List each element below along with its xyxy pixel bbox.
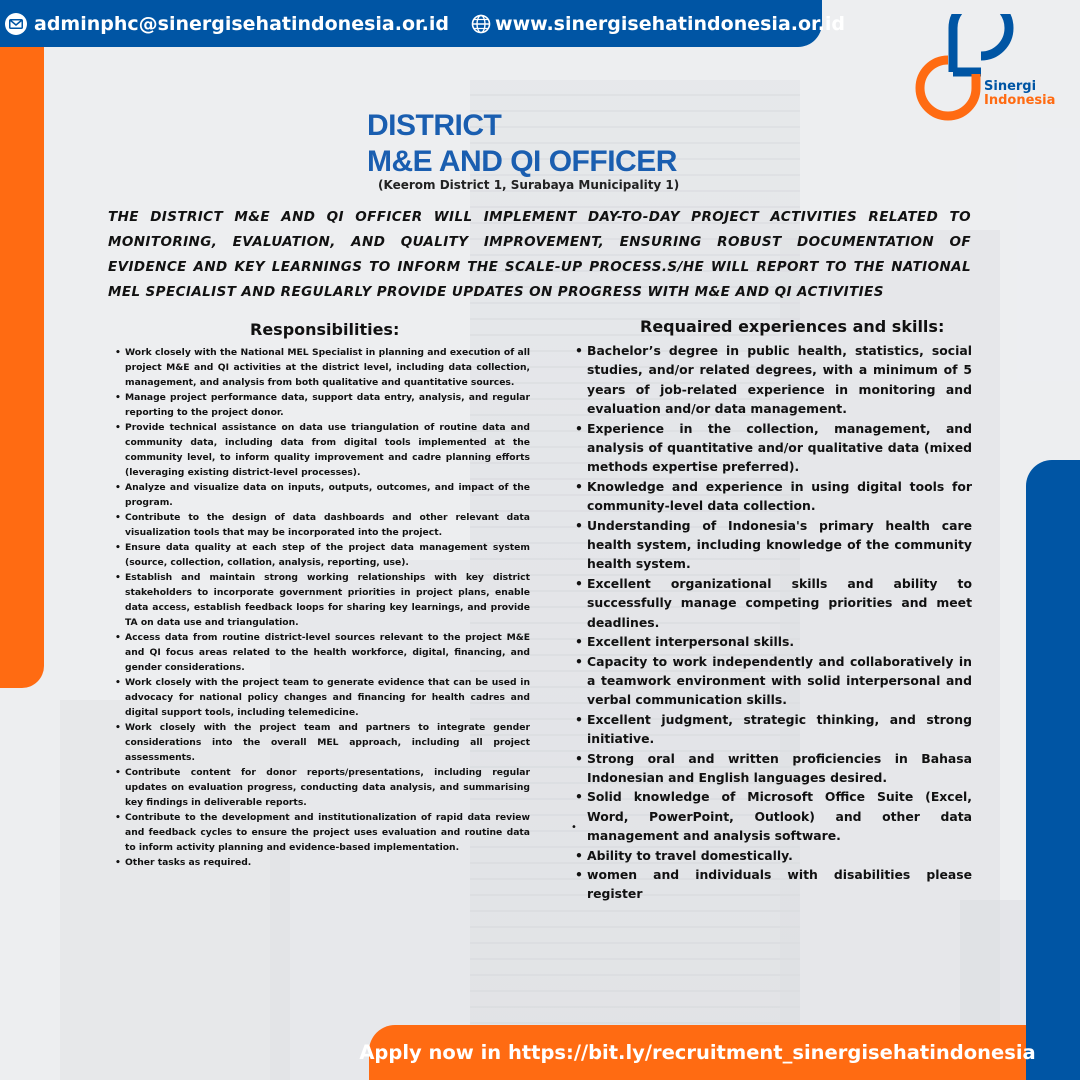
list-item: • Work closely with the National MEL Specialist in planning and execution of all project M&E and QI activities at the district level, including data collection, management, and analysis from both qualitative and quantitative sources. xyxy=(125,345,530,390)
responsibilities-list xyxy=(125,345,530,870)
list-item: • Excellent judgment, strategic thinking, and strong initiative. xyxy=(587,710,972,749)
logo-line1: Sinergi xyxy=(984,79,1037,94)
job-title-line2: M&E AND QI OFFICER xyxy=(367,145,677,178)
apply-link[interactable]: Apply now in https://bit.ly/recruitment_sinergisehatindonesia xyxy=(359,1041,1036,1064)
job-location: (Keerom District 1, Surabaya Municipality 1) xyxy=(378,178,680,192)
list-item: • Establish and maintain strong working relationships with key district stakeholders to incorporate government priorities in project plans, enable data access, establish feedback loops for sharing key learnings, and provide TA on data use and triangulation. xyxy=(125,570,530,630)
list-item: • Analyze and visualize data on inputs, outputs, outcomes, and impact of the program. xyxy=(125,480,530,510)
list-item: • Understanding of Indonesia's primary health care health system, including knowledge of the community health system. xyxy=(587,516,972,574)
email-contact[interactable] xyxy=(5,13,449,35)
responsibilities-heading: Responsibilities: xyxy=(250,320,400,339)
apply-banner[interactable] xyxy=(359,1025,1036,1080)
contact-bar xyxy=(0,0,846,47)
list-item: • women and individuals with disabilities please register xyxy=(587,865,972,904)
list-item: • Bachelor’s degree in public health, statistics, social studies, and/or related degrees, with a minimum of 5 years of job-related experience in monitoring and evaluation and/or data management. xyxy=(587,341,972,419)
globe-icon xyxy=(471,14,491,34)
right-accent-bar xyxy=(1026,460,1080,1080)
email-text: adminphc@sinergisehatindonesia.or.id xyxy=(34,12,450,35)
list-item: • Work closely with the project team to generate evidence that can be used in advocacy for national policy changes and financing for health cadres and digital support tools, including telemedicine. xyxy=(125,675,530,720)
list-item: • Other tasks as required. xyxy=(125,855,530,870)
list-item: • Solid knowledge of Microsoft Office Suite (Excel, Word, PowerPoint, Outlook) and other data management and analysis software. xyxy=(587,787,972,845)
list-item: • Ability to travel domestically. xyxy=(587,846,972,865)
requirements-heading: Requaired experiences and skills: xyxy=(640,317,945,336)
website-contact[interactable] xyxy=(471,13,845,35)
list-item: • Work closely with the project team and partners to integrate gender considerations into the overall MEL approach, including all project assessments. xyxy=(125,720,530,765)
list-item: • Knowledge and experience in using digital tools for community-level data collection. xyxy=(587,477,972,516)
website-text: www.sinergisehatindonesia.or.id xyxy=(495,12,846,35)
logo-wordmark xyxy=(984,80,1055,108)
list-item: • Strong oral and written proficiencies in Bahasa Indonesian and English languages desired. xyxy=(587,749,972,788)
list-item: • Ensure data quality at each step of the project data management system (source, collection, collation, analysis, reporting, use). xyxy=(125,540,530,570)
empty-bullet: • xyxy=(571,822,577,833)
mail-icon xyxy=(5,13,27,35)
list-item: • Access data from routine district-level sources relevant to the project M&E and QI focus areas related to the health workforce, digital, financing, and gender considerations. xyxy=(125,630,530,675)
list-item: • Experience in the collection, management, and analysis of quantitative and/or qualitative data (mixed methods expertise preferred). xyxy=(587,419,972,477)
job-intro: THE DISTRICT M&E AND QI OFFICER WILL IMPLEMENT DAY-TO-DAY PROJECT ACTIVITIES RELATED TO MONITORING, EVALUATION, AND QUALITY IMPROVEMENT, ENSURING ROBUST DOCUMENTATION OF EVIDENCE AND KEY LEARNINGS TO INFORM THE SCALE-UP PROCESS.S/HE WILL REPORT TO THE NATIONAL MEL SPECIALIST AND REGULARLY PROVIDE UPDATES ON PROGRESS WITH M&E AND QI ACTIVITIES xyxy=(108,209,971,300)
job-title-line1: DISTRICT xyxy=(367,109,502,142)
requirements-list xyxy=(587,341,972,904)
logo-line2: Indonesia xyxy=(984,93,1056,108)
list-item: • Contribute content for donor reports/presentations, including regular updates on evaluation progress, conducting data analysis, and summarising key findings in deliverable reports. xyxy=(125,765,530,810)
list-item: • Provide technical assistance on data use triangulation of routine data and community data, including data from digital tools implemented at the community level, to inform quality improvement and cadre planning efforts (leveraging existing district-level processes). xyxy=(125,420,530,480)
list-item: • Contribute to the design of data dashboards and other relevant data visualization tools that may be incorporated into the project. xyxy=(125,510,530,540)
job-title xyxy=(367,108,677,180)
list-item: • Excellent interpersonal skills. xyxy=(587,632,972,651)
list-item: • Contribute to the development and institutionalization of rapid data review and feedback cycles to ensure the project uses evaluation and routine data to inform activity planning and evidence-based implementation. xyxy=(125,810,530,855)
list-item: • Capacity to work independently and collaboratively in a teamwork environment with solid interpersonal and verbal communication skills. xyxy=(587,652,972,710)
left-accent-bar xyxy=(0,47,44,688)
list-item: • Excellent organizational skills and ability to successfully manage competing priorities and meet deadlines. xyxy=(587,574,972,632)
list-item: • Manage project performance data, support data entry, analysis, and regular reporting to the project donor. xyxy=(125,390,530,420)
